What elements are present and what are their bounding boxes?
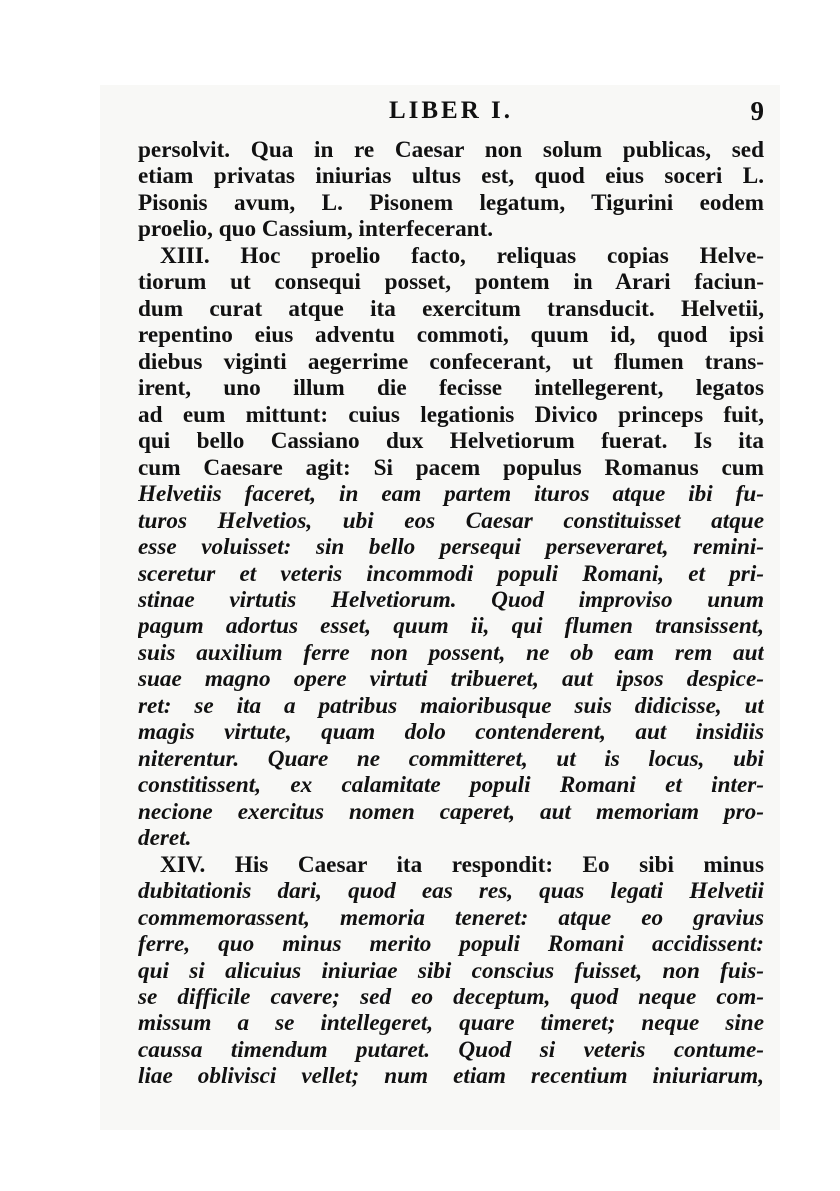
- text-line: esse voluisset: sin bello persequi perseveraret, remini-: [138, 534, 764, 561]
- text-line: necione exercitus nomen caperet, aut memoriam pro-: [138, 798, 764, 825]
- text-line: deret.: [138, 825, 192, 852]
- text-line: caussa timendum putaret. Quod si veteris contume-: [138, 1036, 764, 1063]
- text-line: niterentur. Quare ne committeret, ut is locus, ubi: [138, 745, 764, 772]
- text-line: magis virtute, quam dolo contenderent, aut insidiis: [138, 719, 764, 746]
- page-header: [138, 93, 764, 129]
- text-line: ferre, quo minus merito populi Romani accidissent:: [138, 931, 764, 958]
- text-line: suae magno opere virtuti tribueret, aut ipsos despice-: [138, 666, 764, 693]
- book-page: [100, 85, 780, 1130]
- text-line: suis auxilium ferre non possent, ne ob eam rem aut: [138, 639, 764, 666]
- text-line: dum curat atque ita exercitum transducit. Helvetii,: [138, 295, 764, 322]
- chapter-xiv-start: XIV. His Caesar ita respondit: Eo sibi minus: [160, 851, 764, 878]
- text-line: proelio, quo Cassium, interfecerant.: [138, 216, 494, 243]
- text-line: liae oblivisci vellet; num etiam recentium iniuriarum,: [138, 1063, 764, 1090]
- chapter-xiii-start: XIII. Hoc proelio facto, reliquas copias Helve-: [160, 242, 764, 269]
- text-line: dubitationis dari, quod eas res, quas legati Helvetii: [138, 878, 764, 905]
- body-text: [138, 137, 764, 1090]
- text-line: pagum adortus esset, quum ii, qui flumen transissent,: [138, 613, 764, 640]
- text-line: repentino eius adventu commoti, quum id, quod ipsi: [138, 322, 764, 349]
- page-number: 9: [750, 96, 764, 126]
- text-line: Pisonis avum, L. Pisonem legatum, Tigurini eodem: [138, 189, 764, 216]
- text-line: cum Caesare agit: Si pacem populus Romanus cum: [138, 454, 764, 481]
- text-line: persolvit. Qua in re Caesar non solum publicas, sed: [138, 137, 764, 163]
- text-line: etiam privatas iniurias ultus est, quod eius soceri L.: [138, 163, 764, 190]
- text-line: se difficile cavere; sed eo deceptum, quod neque com-: [138, 984, 764, 1010]
- text-line: sceretur et veteris incommodi populi Romani, et pri-: [138, 560, 764, 587]
- text-line: turos Helvetios, ubi eos Caesar constituisset atque: [138, 507, 764, 534]
- running-title: LIBER I.: [388, 97, 514, 124]
- text-line: ret: se ita a patribus maioribusque suis didicisse, ut: [138, 692, 764, 719]
- text-line: irent, uno illum die fecisse intellegerent, legatos: [138, 375, 764, 402]
- text-line: qui si alicuius iniuriae sibi conscius fuisset, non fuis-: [138, 957, 764, 984]
- text-line: stinae virtutis Helvetiorum. Quod improviso unum: [138, 586, 764, 613]
- text-line: ad eum mittunt: cuius legationis Divico princeps fuit,: [138, 401, 764, 428]
- text-line: tiorum ut consequi posset, pontem in Arari faciun-: [138, 269, 764, 296]
- text-line: Helvetiis faceret, in eam partem ituros atque ibi fu-: [138, 481, 764, 508]
- text-line: diebus viginti aegerrime confecerant, ut flumen trans-: [138, 348, 764, 375]
- text-line: constitissent, ex calamitate populi Romani et inter-: [138, 772, 764, 799]
- text-line: commemorassent, memoria teneret: atque eo gravius: [138, 904, 764, 931]
- text-line: missum a se intellegeret, quare timeret; neque sine: [138, 1010, 764, 1037]
- text-line: qui bello Cassiano dux Helvetiorum fuerat. Is ita: [138, 428, 764, 455]
